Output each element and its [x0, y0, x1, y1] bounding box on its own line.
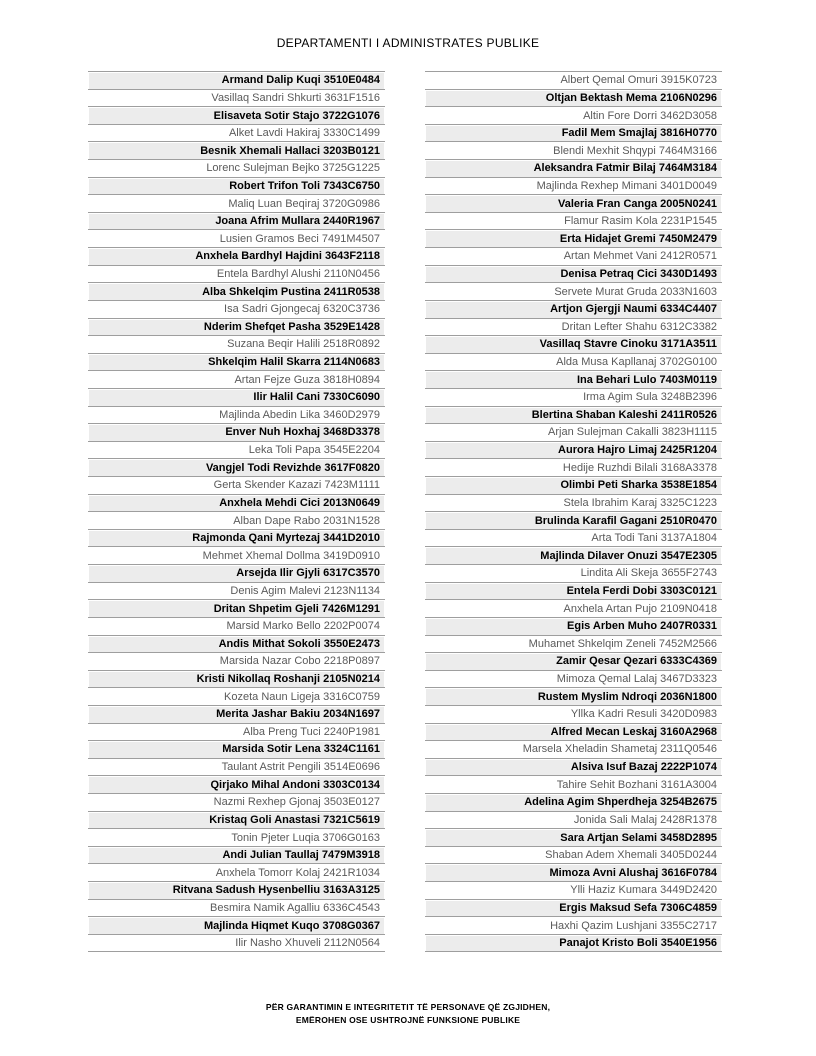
list-item: Ina Behari Lulo 7403M0119 [425, 371, 722, 389]
list-item: Qirjako Mihal Andoni 3303C0134 [88, 776, 385, 794]
list-item: Rustem Myslim Ndroqi 2036N1800 [425, 688, 722, 706]
footer-line-1: PËR GARANTIMIN E INTEGRITETIT TË PERSONAVE QË ZGJIDHEN, [265, 1002, 551, 1012]
list-item: Blertina Shaban Kaleshi 2411R0526 [425, 407, 722, 425]
list-item: Ilir Nasho Xhuveli 2112N0564 [88, 935, 385, 953]
list-item: Merita Jashar Bakiu 2034N1697 [88, 706, 385, 724]
list-item: Joana Afrim Mullara 2440R1967 [88, 213, 385, 231]
list-item: Rajmonda Qani Myrtezaj 3441D2010 [88, 530, 385, 548]
list-item: Fadil Mem Smajlaj 3816H0770 [425, 125, 722, 143]
list-item: Shaban Adem Xhemali 3405D0244 [425, 847, 722, 865]
list-item: Marsida Nazar Cobo 2218P0897 [88, 653, 385, 671]
list-item: Stela Ibrahim Karaj 3325C1223 [425, 495, 722, 513]
list-item: Arsejda Ilir Gjyli 6317C3570 [88, 565, 385, 583]
list-item: Kozeta Naun Ligeja 3316C0759 [88, 688, 385, 706]
list-item: Artan Mehmet Vani 2412R0571 [425, 248, 722, 266]
list-item: Denisa Petraq Cici 3430D1493 [425, 266, 722, 284]
list-item: Albert Qemal Omuri 3915K0723 [425, 72, 722, 90]
list-item: Jonida Sali Malaj 2428R1378 [425, 812, 722, 830]
list-item: Arjan Sulejman Cakalli 3823H1115 [425, 424, 722, 442]
list-item: Elisaveta Sotir Stajo 3722G1076 [88, 107, 385, 125]
list-item: Anxhela Artan Pujo 2109N0418 [425, 600, 722, 618]
list-item: Gerta Skender Kazazi 7423M1111 [88, 477, 385, 495]
list-item: Oltjan Bektash Mema 2106N0296 [425, 90, 722, 108]
list-item: Erta Hidajet Gremi 7450M2479 [425, 230, 722, 248]
list-item: Valeria Fran Canga 2005N0241 [425, 195, 722, 213]
list-item: Majlinda Hiqmet Kuqo 3708G0367 [88, 917, 385, 935]
list-item: Majlinda Rexhep Mimani 3401D0049 [425, 178, 722, 196]
list-item: Majlinda Dilaver Onuzi 3547E2305 [425, 547, 722, 565]
list-item: Zamir Qesar Qezari 6333C4369 [425, 653, 722, 671]
list-item: Alsiva Isuf Bazaj 2222P1074 [425, 759, 722, 777]
list-item: Shkelqim Halil Skarra 2114N0683 [88, 354, 385, 372]
list-item: Sara Artjan Selami 3458D2895 [425, 829, 722, 847]
list-item: Lorenc Sulejman Bejko 3725G1225 [88, 160, 385, 178]
list-item: Entela Bardhyl Alushi 2110N0456 [88, 266, 385, 284]
list-item: Armand Dalip Kuqi 3510E0484 [88, 72, 385, 90]
list-item: Mimoza Qemal Lalaj 3467D3323 [425, 671, 722, 689]
list-item: Alda Musa Kapllanaj 3702G0100 [425, 354, 722, 372]
list-item: Blendi Mexhit Shqypi 7464M3166 [425, 142, 722, 160]
list-item: Anxhela Bardhyl Hajdini 3643F2118 [88, 248, 385, 266]
list-item: Besmira Namik Agalliu 6336C4543 [88, 900, 385, 918]
list-item: Kristaq Goli Anastasi 7321C5619 [88, 812, 385, 830]
list-item: Ylli Haziz Kumara 3449D2420 [425, 882, 722, 900]
list-item: Yllka Kadri Resuli 3420D0983 [425, 706, 722, 724]
list-item: Irma Agim Sula 3248B2396 [425, 389, 722, 407]
list-item: Tahire Sehit Bozhani 3161A3004 [425, 776, 722, 794]
list-item: Nazmi Rexhep Gjonaj 3503E0127 [88, 794, 385, 812]
footer-line-2: EMËROHEN OSE USHTROJNË FUNKSIONE PUBLIKE [295, 1015, 521, 1025]
list-item: Anxhela Tomorr Kolaj 2421R1034 [88, 864, 385, 882]
list-item: Adelina Agim Shperdheja 3254B2675 [425, 794, 722, 812]
list-item: Egis Arben Muho 2407R0331 [425, 618, 722, 636]
list-item: Aurora Hajro Limaj 2425R1204 [425, 442, 722, 460]
list-item: Alba Shkelqim Pustina 2411R0538 [88, 283, 385, 301]
list-item: Mehmet Xhemal Dollma 3419D0910 [88, 547, 385, 565]
list-item: Vangjel Todi Revizhde 3617F0820 [88, 459, 385, 477]
list-item: Marsida Sotir Lena 3324C1161 [88, 741, 385, 759]
list-item: Entela Ferdi Dobi 3303C0121 [425, 583, 722, 601]
page-title: DEPARTAMENTI I ADMINISTRATES PUBLIKE [276, 36, 540, 50]
name-list-column-right [425, 71, 722, 952]
list-item: Alfred Mecan Leskaj 3160A2968 [425, 724, 722, 742]
list-item: Arta Todi Tani 3137A1804 [425, 530, 722, 548]
list-item: Andis Mithat Sokoli 3550E2473 [88, 636, 385, 654]
list-item: Leka Toli Papa 3545E2204 [88, 442, 385, 460]
list-item: Ilir Halil Cani 7330C6090 [88, 389, 385, 407]
list-item: Dritan Shpetim Gjeli 7426M1291 [88, 600, 385, 618]
list-item: Mimoza Avni Alushaj 3616F0784 [425, 864, 722, 882]
list-item: Majlinda Abedin Lika 3460D2979 [88, 407, 385, 425]
list-item: Taulant Astrit Pengili 3514E0696 [88, 759, 385, 777]
list-item: Anxhela Mehdi Cici 2013N0649 [88, 495, 385, 513]
name-list-column-left [88, 71, 385, 952]
list-item: Suzana Beqir Halili 2518R0892 [88, 336, 385, 354]
list-item: Isa Sadri Gjongecaj 6320C3736 [88, 301, 385, 319]
list-item: Ergis Maksud Sefa 7306C4859 [425, 900, 722, 918]
list-item: Altin Fore Dorri 3462D3058 [425, 107, 722, 125]
list-item: Dritan Lefter Shahu 6312C3382 [425, 319, 722, 337]
list-item: Alket Lavdi Hakiraj 3330C1499 [88, 125, 385, 143]
list-item: Ritvana Sadush Hysenbelliu 3163A3125 [88, 882, 385, 900]
list-item: Aleksandra Fatmir Bilaj 7464M3184 [425, 160, 722, 178]
list-item: Alba Preng Tuci 2240P1981 [88, 724, 385, 742]
list-item: Vasillaq Sandri Shkurti 3631F1516 [88, 90, 385, 108]
list-item: Enver Nuh Hoxhaj 3468D3378 [88, 424, 385, 442]
list-item: Kristi Nikollaq Roshanji 2105N0214 [88, 671, 385, 689]
list-item: Tonin Pjeter Luqia 3706G0163 [88, 829, 385, 847]
list-item: Robert Trifon Toli 7343C6750 [88, 178, 385, 196]
list-item: Maliq Luan Beqiraj 3720G0986 [88, 195, 385, 213]
list-item: Alban Dape Rabo 2031N1528 [88, 512, 385, 530]
list-item: Lindita Ali Skeja 3655F2743 [425, 565, 722, 583]
list-item: Marsid Marko Bello 2202P0074 [88, 618, 385, 636]
list-item: Olimbi Peti Sharka 3538E1854 [425, 477, 722, 495]
list-item: Servete Murat Gruda 2033N1603 [425, 283, 722, 301]
list-item: Artjon Gjergji Naumi 6334C4407 [425, 301, 722, 319]
name-list [88, 71, 722, 952]
list-item: Brulinda Karafil Gagani 2510R0470 [425, 512, 722, 530]
list-item: Denis Agim Malevi 2123N1134 [88, 583, 385, 601]
list-item: Lusien Gramos Beci 7491M4507 [88, 230, 385, 248]
list-item: Besnik Xhemali Hallaci 3203B0121 [88, 142, 385, 160]
list-item: Haxhi Qazim Lushjani 3355C2717 [425, 917, 722, 935]
list-item: Flamur Rasim Kola 2231P1545 [425, 213, 722, 231]
footer-note [0, 1001, 816, 1027]
list-item: Muhamet Shkelqim Zeneli 7452M2566 [425, 636, 722, 654]
list-item: Panajot Kristo Boli 3540E1956 [425, 935, 722, 953]
list-item: Artan Fejze Guza 3818H0894 [88, 371, 385, 389]
list-item: Nderim Shefqet Pasha 3529E1428 [88, 319, 385, 337]
list-item: Marsela Xheladin Shametaj 2311Q0546 [425, 741, 722, 759]
list-item: Hedije Ruzhdi Bilali 3168A3378 [425, 459, 722, 477]
list-item: Andi Julian Taullaj 7479M3918 [88, 847, 385, 865]
list-item: Vasillaq Stavre Cinoku 3171A3511 [425, 336, 722, 354]
